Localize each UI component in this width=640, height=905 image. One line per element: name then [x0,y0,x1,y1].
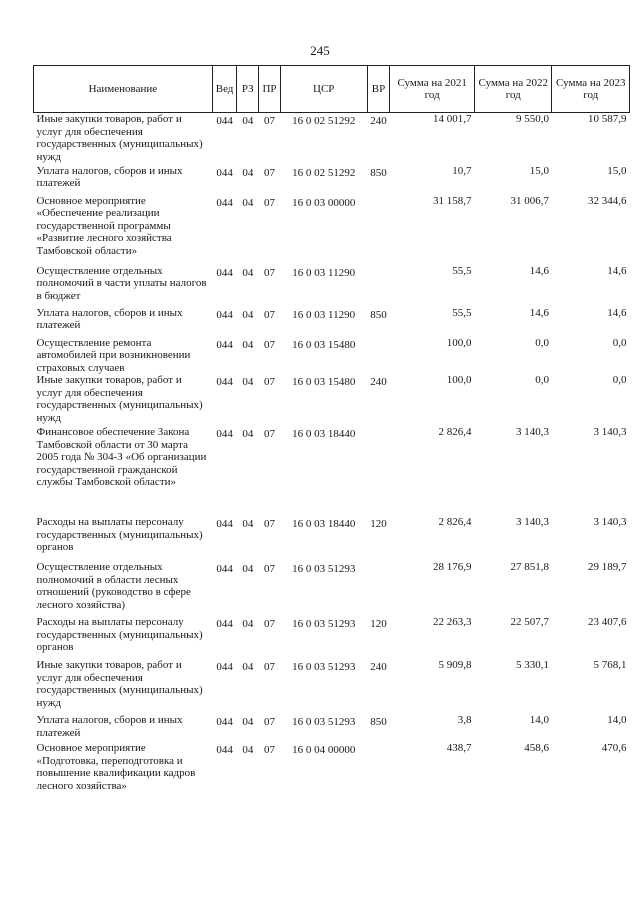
row-sum-2023: 3 140,3 [593,426,627,438]
row-csr: 16 0 03 00000 [292,196,356,209]
row-pr: 07 [264,376,275,388]
row-csr: 16 0 03 18440 [292,428,356,440]
header-sum-2021: Сумма на 2021 год [390,66,475,113]
header-pr: ПР [259,66,281,113]
row-sum-2021: 28 176,9 [433,561,472,573]
row-sum-2022: 5 330,1 [515,659,549,671]
row-name: Уплата налогов, сборов и иных платежей [36,714,183,739]
table-row [34,714,630,742]
row-pr: 07 [264,115,275,127]
row-vr [367,337,390,375]
row-sum-2022: 27 851,8 [510,561,549,573]
row-name: Расходы на выплаты персоналу государственных (муниципальных) органов [36,616,203,653]
table-row [34,195,630,265]
table-row [34,337,630,375]
row-rz: 04 [242,428,254,440]
row-name: Иные закупки товаров, работ и услуг для обеспечения государственных (муниципальных) нужд [36,113,203,163]
row-sum-2021: 100,0 [446,336,472,349]
row-rz: 04 [242,115,254,127]
table-row [34,374,630,426]
row-name: Иные закупки товаров, работ и услуг для обеспечения государственных (муниципальных) нужд [36,374,203,424]
row-pr: 07 [264,428,275,440]
row-rz: 04 [242,166,254,179]
row-sum-2021: 2 826,4 [438,426,472,438]
row-sum-2023: 3 140,3 [593,516,627,528]
row-sum-2021: 2 826,4 [438,516,472,528]
row-vr: 850 [370,308,387,321]
row-sum-2023: 0,0 [612,336,627,349]
row-sum-2023: 23 407,6 [588,616,627,628]
row-name: Основное мероприятие «Подготовка, переподготовка и повышение квалификации кадров лесного хозяйства» [36,742,196,792]
row-sum-2021: 55,5 [452,264,472,277]
header-sum-2022: Сумма на 2022 год [475,66,552,113]
row-sum-2021: 10,7 [452,164,472,177]
row-name: Расходы на выплаты персоналу государственных (муниципальных) органов [36,516,203,553]
row-sum-2023: 14,6 [607,264,627,277]
table-row [34,265,630,307]
row-pr: 07 [264,308,275,321]
row-sum-2023: 5 768,1 [593,659,627,671]
row-pr: 07 [264,618,275,630]
row-pr: 07 [264,166,275,179]
row-ved: 044 [216,115,233,127]
budget-table [33,65,630,812]
row-sum-2022: 14,6 [529,306,549,319]
row-sum-2023: 29 189,7 [588,561,627,573]
row-sum-2021: 14 001,7 [433,113,472,125]
row-vr [367,426,390,516]
row-rz: 04 [242,716,254,728]
row-rz: 04 [242,308,254,321]
table-row [34,165,630,195]
row-vr: 240 [370,661,387,673]
row-pr: 07 [264,563,275,575]
row-sum-2021: 22 263,3 [433,616,472,628]
row-name: Осуществление отдельных полномочий в части уплаты налогов в бюджет [36,264,207,302]
row-sum-2021: 31 158,7 [433,194,472,207]
row-rz: 04 [242,661,254,673]
row-csr: 16 0 03 15480 [292,338,356,351]
row-sum-2021: 3,8 [457,714,472,726]
row-vr: 850 [370,166,387,179]
row-pr: 07 [264,518,275,530]
row-name: Иные закупки товаров, работ и услуг для обеспечения государственных (муниципальных) нужд [36,659,203,709]
row-csr: 16 0 03 51293 [292,716,356,728]
row-ved: 044 [216,618,233,630]
row-sum-2022: 31 006,7 [510,194,549,207]
row-pr: 07 [264,266,275,279]
row-ved: 044 [216,266,233,279]
row-sum-2021: 5 909,8 [438,659,472,671]
row-sum-2022: 14,6 [529,264,549,277]
row-ved: 044 [216,563,233,575]
table-row [34,742,630,812]
row-vr [367,265,390,307]
header-vr: ВР [367,66,390,113]
row-pr: 07 [264,338,275,351]
row-ved: 044 [216,338,233,351]
row-pr: 07 [264,196,275,209]
row-vr [367,561,390,616]
row-vr: 120 [370,618,387,630]
row-sum-2023: 32 344,6 [588,194,627,207]
row-sum-2021: 438,7 [446,742,472,754]
row-sum-2022: 14,0 [529,714,549,726]
row-csr: 16 0 03 51293 [292,618,356,630]
table-header-row [34,66,630,113]
row-csr: 16 0 03 11290 [292,308,356,321]
row-sum-2022: 22 507,7 [510,616,549,628]
table-body [34,113,630,813]
row-sum-2023: 15,0 [607,164,627,177]
row-vr: 120 [370,518,387,530]
row-sum-2022: 458,6 [524,742,549,754]
header-rz: РЗ [237,66,259,113]
row-rz: 04 [242,618,254,630]
row-sum-2022: 0,0 [535,336,549,349]
row-csr: 16 0 03 51293 [292,661,356,673]
row-ved: 044 [216,376,233,388]
row-sum-2023: 10 587,9 [588,113,627,125]
table-row [34,307,630,337]
row-pr: 07 [264,744,275,756]
row-rz: 04 [242,376,254,388]
row-pr: 07 [264,716,275,728]
row-sum-2022: 0,0 [535,374,549,386]
row-rz: 04 [242,196,254,209]
row-sum-2022: 3 140,3 [515,516,549,528]
row-csr: 16 0 02 51292 [292,115,356,127]
row-ved: 044 [216,428,233,440]
row-name: Уплата налогов, сборов и иных платежей [36,306,183,331]
row-pr: 07 [264,661,275,673]
row-sum-2022: 3 140,3 [515,426,549,438]
header-name: Наименование [34,66,213,113]
header-ved: Вед [212,66,237,113]
row-sum-2023: 14,0 [607,714,627,726]
table-row [34,516,630,561]
row-csr: 16 0 03 15480 [292,376,356,388]
row-rz: 04 [242,744,254,756]
row-sum-2023: 14,6 [607,306,627,319]
row-ved: 044 [216,744,233,756]
row-rz: 04 [242,563,254,575]
row-name: Уплата налогов, сборов и иных платежей [36,164,183,189]
page-number: 245 [310,43,330,58]
row-csr: 16 0 04 00000 [292,744,356,756]
row-sum-2022: 15,0 [529,164,549,177]
row-csr: 16 0 03 18440 [292,518,356,530]
row-vr: 850 [370,716,387,728]
row-csr: 16 0 03 51293 [292,563,356,575]
row-ved: 044 [216,661,233,673]
row-sum-2021: 100,0 [446,374,472,386]
row-sum-2023: 0,0 [612,374,627,386]
row-name: Осуществление отдельных полномочий в области лесных отношений (руководство в сфере лесного хозяйства) [36,561,191,611]
row-ved: 044 [216,716,233,728]
row-name: Финансовое обеспечение Закона Тамбовской области от 30 марта 2005 года № 304-З «Об организации государственной гражданской службы Тамбовской области» [36,426,207,488]
row-csr: 16 0 02 51292 [292,166,356,179]
row-name: Основное мероприятие «Обеспечение реализации государственной программы «Развитие лесного хозяйства Тамбовской области» [36,194,172,257]
table-row [34,659,630,714]
row-ved: 044 [216,166,233,179]
row-sum-2023: 470,6 [601,742,627,754]
row-rz: 04 [242,338,254,351]
row-vr: 240 [370,376,387,388]
row-sum-2022: 9 550,0 [515,113,549,125]
header-sum-2023: Сумма на 2023 год [552,66,630,113]
table-row [34,561,630,616]
table-row [34,426,630,516]
header-csr: ЦСР [280,66,367,113]
row-vr [367,195,390,265]
row-csr: 16 0 03 11290 [292,266,356,279]
table-row [34,113,630,165]
row-vr [367,742,390,812]
row-ved: 044 [216,196,233,209]
table-row [34,616,630,659]
row-rz: 04 [242,266,254,279]
row-vr: 240 [370,115,387,127]
row-name: Осуществление ремонта автомобилей при возникновении страховых случаев [36,336,191,374]
row-sum-2021: 55,5 [452,306,472,319]
row-ved: 044 [216,518,233,530]
row-ved: 044 [216,308,233,321]
row-rz: 04 [242,518,254,530]
